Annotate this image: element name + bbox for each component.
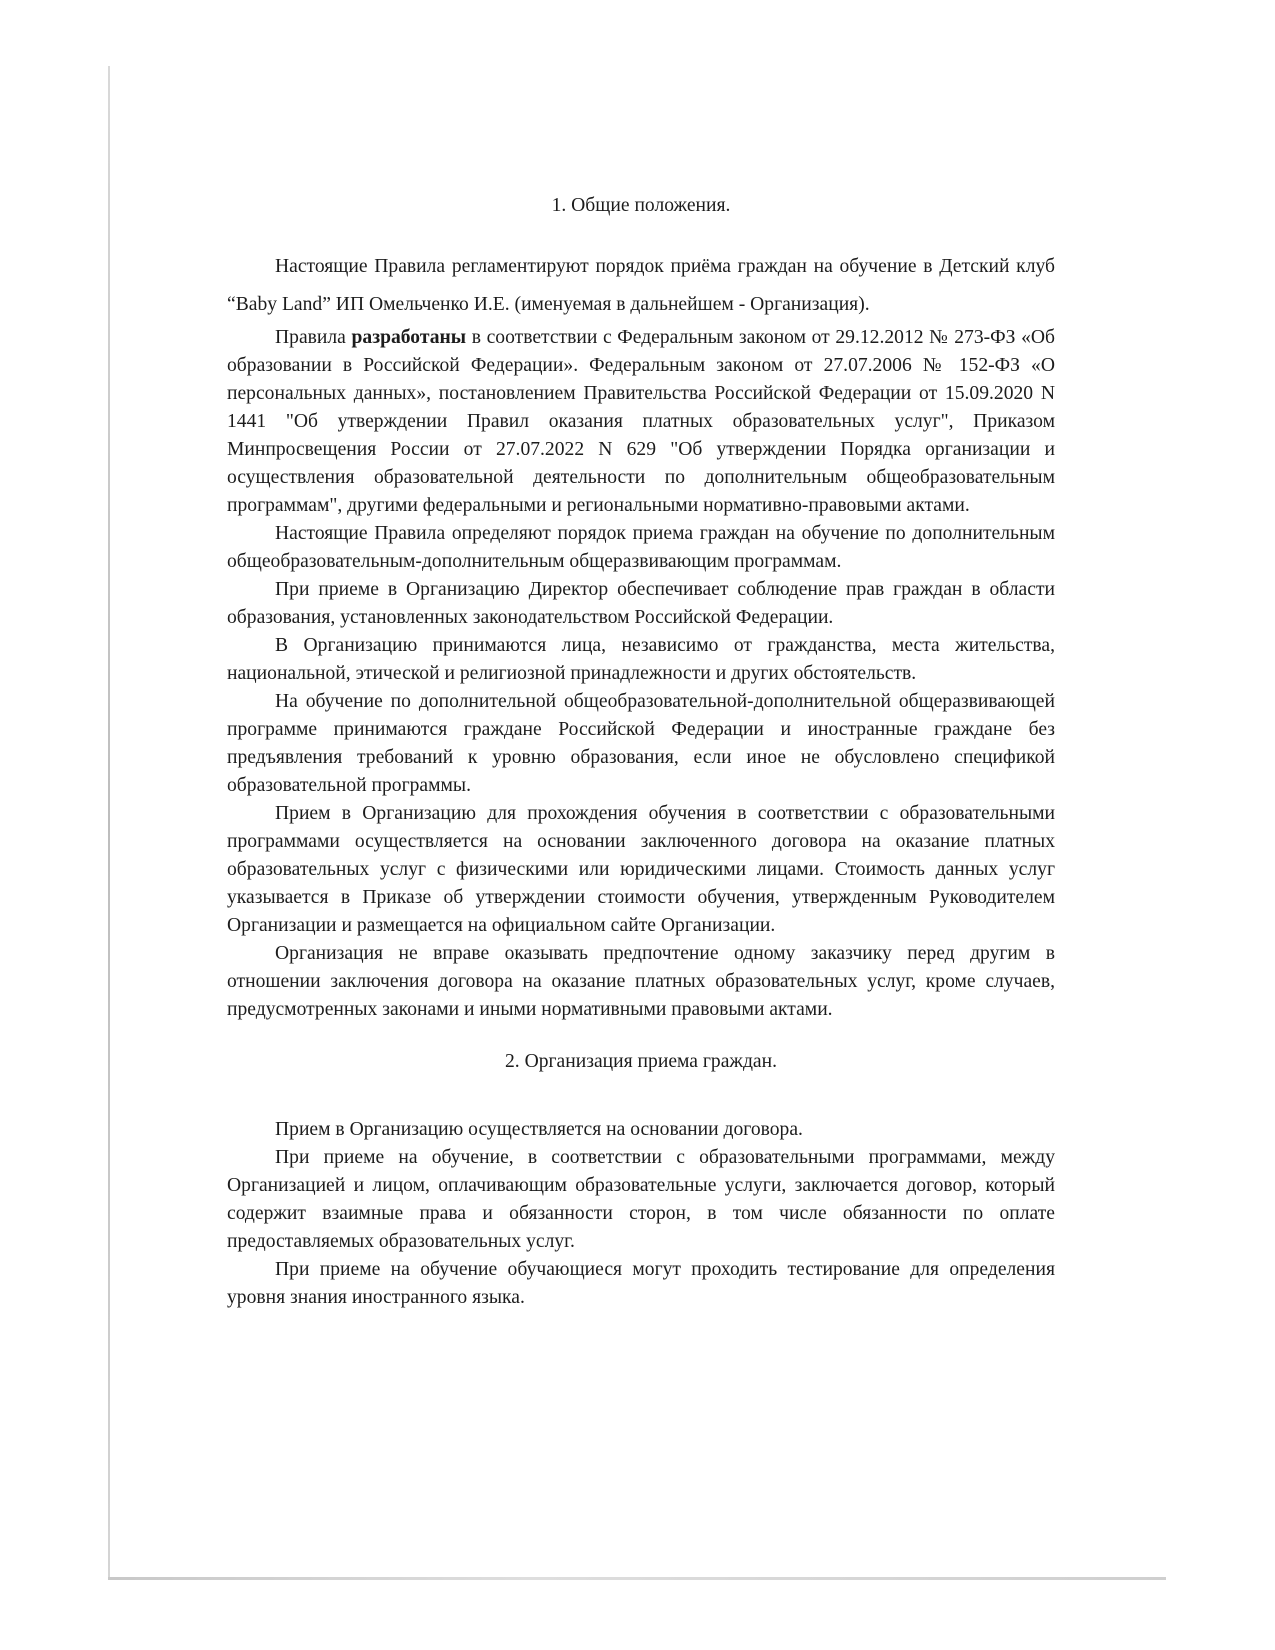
section-1-paragraph-1: Настоящие Правила регламентируют порядок приёма граждан на обучение в Детский клуб “Baby Land” ИП Омельченко И.Е. (именуемая в дальнейшем - Организация). [227, 256, 1055, 315]
document-page [227, 192, 1055, 1312]
section-2-paragraph-1: Прием в Организацию осуществляется на основании договора. [275, 1119, 803, 1140]
section-1-paragraph-4: При приеме в Организацию Директор обеспечивает соблюдение прав граждан в области образования, установленных законодательством Российской Федерации. [227, 579, 1055, 628]
section-1-paragraph-6: На обучение по дополнительной общеобразовательной-дополнительной общеразвивающей программе принимаются граждане Российской Федерации и иностранные граждане без предъявления требований к уровню образования, если иное не обусловлено спецификой образовательной программы. [227, 691, 1055, 796]
section-2-paragraph-3: При приеме на обучение обучающиеся могут проходить тестирование для определения уровня знания иностранного языка. [227, 1259, 1055, 1308]
paragraph-2-rest: в соответствии с Федеральным законом от 29.12.2012 № 273-ФЗ «Об образовании в Российской Федерации». Федеральным законом от 27.07.2006 № 152-ФЗ «О персональных данных», постановлением Правительства Российской Федерации от 15.09.2020 N 1441 "Об утверждении Правил оказания платных образовательных услуг", Приказом Минпросвещения России от 27.07.2022 N 629 "Об утверждении Порядка организации и осуществления образовательной деятельности по дополнительным общеобразовательным программам", другими федеральными и региональными нормативно-правовыми актами. [227, 327, 1055, 516]
section-2-heading: 2. Организация приема граждан. [504, 1051, 777, 1072]
paragraph-2-start: Правила [275, 327, 352, 348]
section-1-heading: 1. Общие положения. [551, 195, 731, 216]
section-2-paragraph-2: При приеме на обучение, в соответствии с образовательными программами, между Организацией и лицом, оплачивающим образовательные услуги, заключается договор, который содержит взаимные права и обязанности сторон, в том числе обязанности по оплате предоставляемых образовательных услуг. [227, 1147, 1055, 1252]
paragraph-2-bold: разработаны [351, 327, 467, 348]
section-1-paragraph-8: Организация не вправе оказывать предпочтение одному заказчику перед другим в отношении заключения договора на оказание платных образовательных услуг, кроме случаев, предусмотренных законами и иными нормативными правовыми актами. [227, 943, 1055, 1020]
section-1-paragraph-2 [227, 324, 1055, 520]
section-1-paragraph-3: Настоящие Правила определяют порядок приема граждан на обучение по дополнительным общеобразовательным-дополнительным общеразвивающим программам. [227, 523, 1055, 572]
section-1-paragraph-7: Прием в Организацию для прохождения обучения в соответствии с образовательными программами осуществляется на основании заключенного договора на оказание платных образовательных услуг с физическими или юридическими лицами. Стоимость данных услуг указывается в Приказе об утверждении стоимости обучения, утвержденным Руководителем Организации и размещается на официальном сайте Организации. [227, 803, 1055, 936]
section-1-paragraph-5: В Организацию принимаются лица, независимо от гражданства, места жительства, национальной, этической и религиозной принадлежности и других обстоятельств. [227, 635, 1055, 684]
scan-edge-left [108, 66, 110, 1580]
scan-edge-bottom [108, 1577, 1166, 1580]
